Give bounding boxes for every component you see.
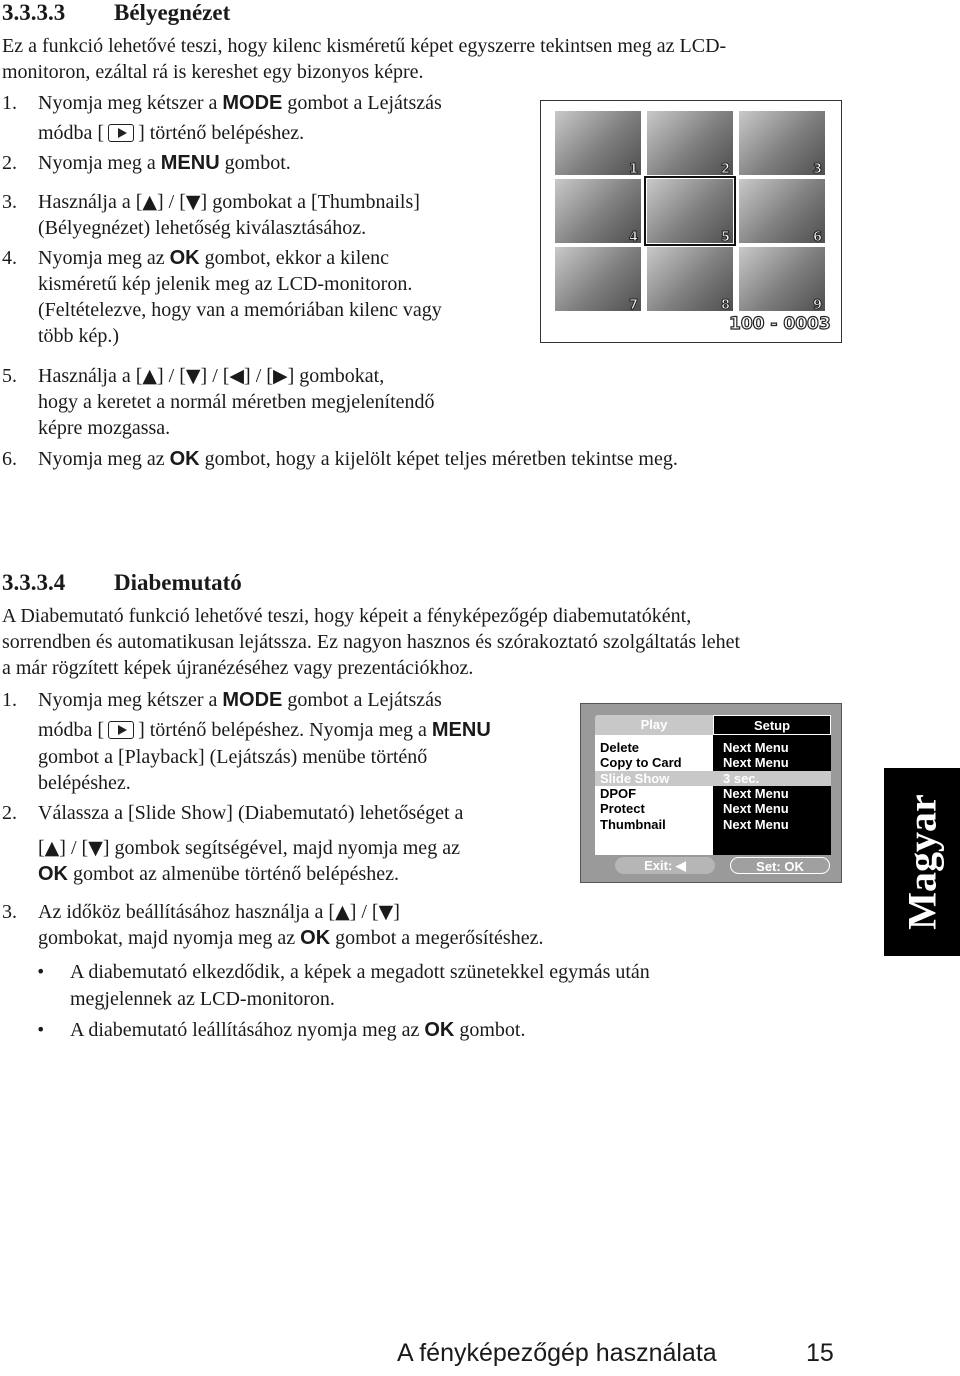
step-text: Nyomja meg az OK gombot, hogy a kijelölt képet teljes méretben tekintse meg. [38,448,678,470]
intro-line: A Diabemutató funkció lehetővé teszi, hogy képeit a fényképezőgép diabemutatóként, [2,605,692,627]
step-number: 3. [2,191,17,213]
step-text: képre mozgassa. [38,417,171,439]
step-text: OK gombot az almenübe történő belépéshez. [38,863,399,885]
set-hint: Set: OK [730,857,830,874]
step-text: belépéshez. [38,772,131,794]
left-arrow-icon: ◀ [229,365,245,387]
step-text: Az időköz beállításához használja a [▲] / [▼] [38,901,400,923]
step-text: hogy a keretet a normál méretben megjelenítendő [38,391,435,413]
step-text: gombot a [Playback] (Lejátszás) menübe történő [38,746,428,768]
playback-icon [108,721,134,739]
ok-key: OK [38,863,68,885]
mode-key: MODE [222,92,283,114]
intro-line: monitoron, ezáltal rá is kereshet egy bizonyos képre. [2,61,424,83]
thumbnail-number: 1 [628,162,638,177]
step-number: 1. [2,92,17,114]
language-label: Magyar [899,794,945,930]
menu-body [595,735,831,855]
down-arrow-icon: ▼ [185,191,201,213]
thumbnail-number: 9 [812,298,822,313]
menu-row-slide-show: Slide Show 3 sec. [595,771,831,786]
step-number: 4. [2,247,17,269]
section-title: Diabemutató [114,570,242,595]
intro-line: sorrendben és automatikusan lejátssza. Ez nagyon hasznos és szórakoztató szolgáltatás lehet [2,631,741,653]
thumbnail-3 [739,111,825,175]
bullet-icon: • [36,1020,46,1039]
menu-row-thumbnail: Thumbnail Next Menu [600,817,789,832]
menu-key: MENU [431,719,491,741]
down-arrow-icon: ▼ [185,365,201,387]
up-arrow-icon: ▲ [335,901,350,923]
thumbnail-4 [555,179,641,243]
section-number: 3.3.3.4 [2,570,66,595]
step-text: Használja a [▲] / [▼] gombokat a [Thumbnails] [38,191,420,213]
step-number: 5. [2,365,17,387]
thumbnail-number: 2 [720,162,730,177]
up-arrow-icon: ▲ [142,365,158,387]
ok-key: OK [424,1019,455,1041]
playback-icon [108,124,134,142]
step-number: 2. [2,802,17,824]
up-arrow-icon: ▲ [142,191,158,213]
thumbnail-number: 3 [812,162,822,177]
bullet-text: megjelennek az LCD-monitoron. [70,988,335,1010]
right-arrow-icon: ▶ [272,365,288,387]
section-number: 3.3.3.3 [2,0,66,25]
step-text: (Bélyegnézet) lehetőség kiválasztásához. [38,217,367,239]
thumbnail-screen-illustration [540,100,842,343]
step-number: 6. [2,448,17,470]
thumbnail-number: 8 [720,298,730,313]
step-number: 2. [2,152,17,174]
menu-row-protect: Protect Next Menu [600,801,789,816]
step-text: Nyomja meg az OK gombot, ekkor a kilenc [38,247,390,269]
ok-key: OK [300,927,331,949]
ok-key: OK [169,448,200,470]
step-text: Használja a [▲] / [▼] / [◀] / [▶] gombokat, [38,365,385,387]
thumbnail-7 [555,247,641,311]
thumbnail-number: 7 [628,298,638,313]
step-number: 3. [2,901,17,923]
step-text: kisméretű kép jelenik meg az LCD-monitoron. [38,273,413,295]
step-text: Nyomja meg kétszer a MODE gombot a Lejátszás [38,689,442,711]
step-text: Nyomja meg a MENU gombot. [38,152,291,174]
thumbnail-2 [647,111,733,175]
step-text: (Feltételezve, hogy van a memóriában kilenc vagy [38,299,442,321]
step-text: módba [ ] történő belépéshez. Nyomja meg a MENU [38,719,491,741]
thumbnail-5 [647,179,733,243]
bullet-icon: • [36,962,46,981]
tab-play: Play [595,715,713,735]
up-arrow-icon: ▲ [44,837,60,859]
step-text: Nyomja meg kétszer a MODE gombot a Lejátszás [38,92,442,114]
mode-key: MODE [222,689,283,711]
file-counter: 100 - 0003 [729,314,831,334]
section-heading-slideshow [2,570,242,596]
step-text: [▲] / [▼] gombok segítségével, majd nyomja meg az [38,837,460,859]
thumbnail-9 [739,247,825,311]
footer-title: A fényképezőgép használata [397,1339,717,1367]
bullet-text: A diabemutató elkezdődik, a képek a megadott szünetekkel egymás után [70,961,650,983]
menu-row-delete: Delete Next Menu [600,740,789,755]
thumbnail-1 [555,111,641,175]
menu-footer [595,855,831,877]
step-number: 1. [2,689,17,711]
bullet-text: A diabemutató leállításához nyomja meg az OK gombot. [70,1019,526,1041]
intro-line: a már rögzített képek újranézéséhez vagy prezentációkhoz. [2,657,474,679]
thumbnail-6 [739,179,825,243]
step-text: módba [ ] történő belépéshez. [38,122,305,144]
step-text: gombokat, majd nyomja meg az OK gombot a megerősítéshez. [38,927,544,949]
step-text: több kép.) [38,325,120,347]
section-heading-thumbnails [2,0,230,26]
down-arrow-icon: ▼ [88,837,103,859]
playback-menu-illustration [580,703,842,883]
page-number: 15 [806,1339,834,1367]
menu-row-copy-to-card: Copy to Card Next Menu [600,755,789,770]
step-text: Válassza a [Slide Show] (Diabemutató) lehetőséget a [38,802,464,824]
menu-tab-bar [595,715,831,735]
down-arrow-icon: ▼ [378,901,394,923]
tab-setup: Setup [713,715,831,735]
section-title: Bélyegnézet [114,0,231,25]
exit-hint: Exit: ◀ [615,857,715,874]
menu-key: MENU [160,152,220,174]
thumbnail-number: 5 [720,230,730,245]
language-side-tab [884,768,960,956]
thumbnail-number: 6 [812,230,822,245]
intro-line: Ez a funkció lehetővé teszi, hogy kilenc kisméretű képet egyszerre tekintsen meg az LCD- [2,35,727,57]
ok-key: OK [169,247,200,269]
thumbnail-number: 4 [628,230,638,245]
thumbnail-8 [647,247,733,311]
menu-row-dpof: DPOF Next Menu [600,786,789,801]
